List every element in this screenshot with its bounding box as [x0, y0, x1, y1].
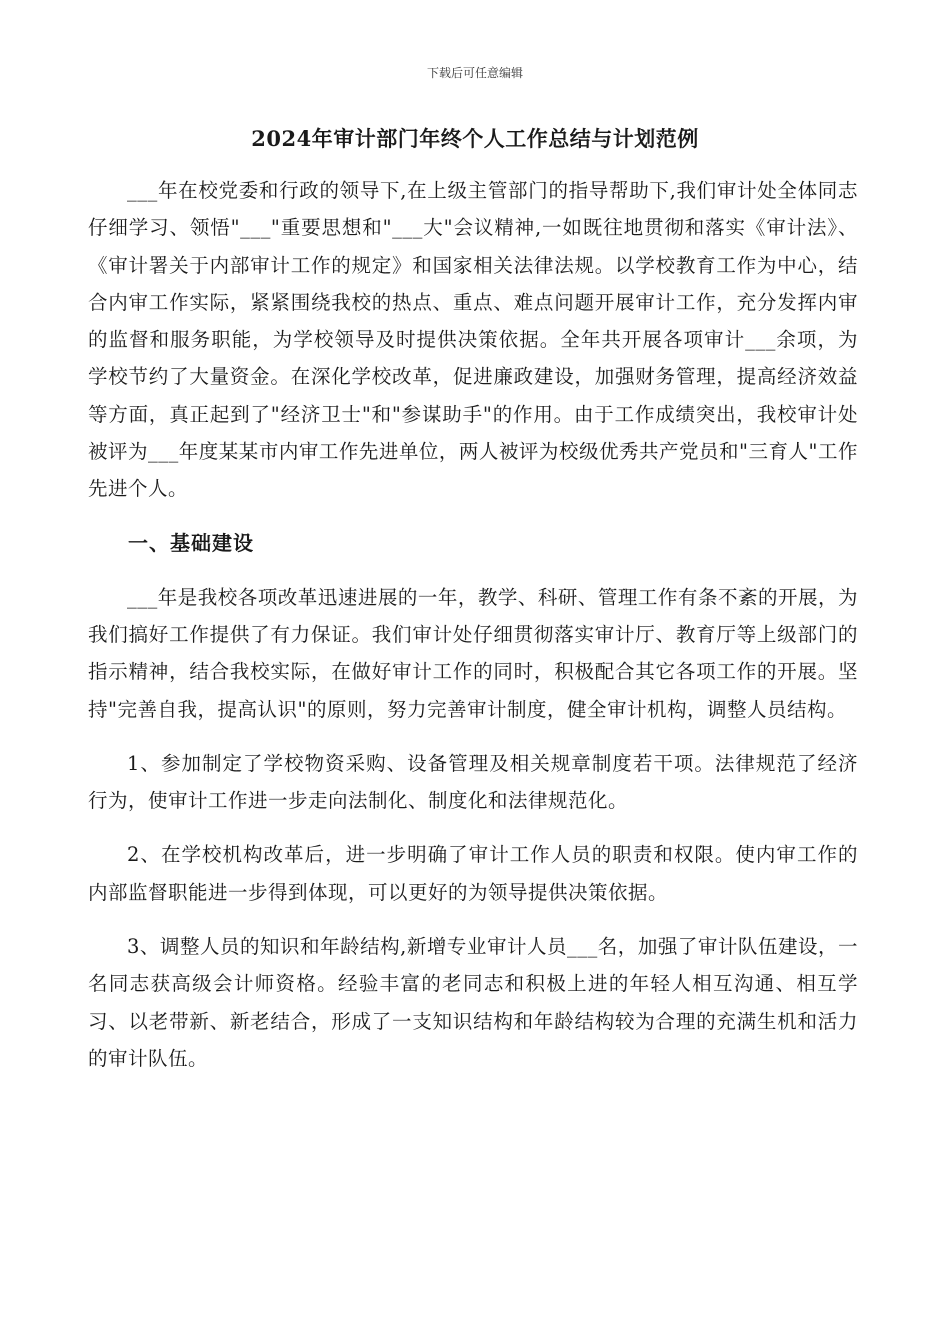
list-item-1: 1、参加制定了学校物资采购、设备管理及相关规章制度若干项。法律规范了经济行为，使审计工作进一步走向法制化、制度化和法律规范化。: [88, 751, 858, 813]
document-body: [88, 172, 858, 1077]
list-item-2: 2、在学校机构改革后，进一步明确了审计工作人员的职责和权限。使内审工作的内部监督职能进一步得到体现，可以更好的为领导提供决策依据。: [88, 843, 858, 904]
body-paragraph: ___年是我校各项改革迅速进展的一年，教学、科研、管理工作有条不紊的开展，为我们搞好工作提供了有力保证。我们审计处仔细贯彻落实审计厅、教育厅等上级部门的指示精神，结合我校实际，在做好审计工作的同时，积极配合其它各项工作的开展。坚持"完善自我，提高认识"的原则，努力完善审计制度，健全审计机构，调整人员结构。: [88, 585, 858, 721]
header-note: 下载后可任意编辑: [426, 66, 523, 80]
section-heading: 一、基础建设: [128, 530, 254, 555]
list-item-3: 3、调整人员的知识和年龄结构,新增专业审计人员___名，加强了审计队伍建设，一名同志获高级会计师资格。经验丰富的老同志和积极上进的年轻人相互沟通、相互学习、以老带新、新老结合，形成了一支知识结构和年龄结构较为合理的充满生机和活力的审计队伍。: [88, 935, 858, 1070]
intro-paragraph: ___年在校党委和行政的领导下,在上级主管部门的指导帮助下,我们审计处全体同志仔细学习、领悟"___"重要思想和"___大"会议精神,一如既往地贯彻和落实《审计法》、《审计署关于内部审计工作的规定》和国家相关法律法规。以学校教育工作为中心，结合内审工作实际，紧紧围绕我校的热点、重点、难点问题开展审计工作，充分发挥内审的监督和服务职能，为学校领导及时提供决策依据。全年共开展各项审计___余项，为学校节约了大量资金。在深化学校改革，促进廉政建设，加强财务管理，提高经济效益等方面，真正起到了"经济卫士"和"参谋助手"的作用。由于工作成绩突出，我校审计处被评为___年度某某市内审工作先进单位，两人被评为校级优秀共产党员和"三育人"工作先进个人。: [88, 179, 858, 501]
document-title: 2024年审计部门年终个人工作总结与计划范例: [251, 126, 699, 151]
